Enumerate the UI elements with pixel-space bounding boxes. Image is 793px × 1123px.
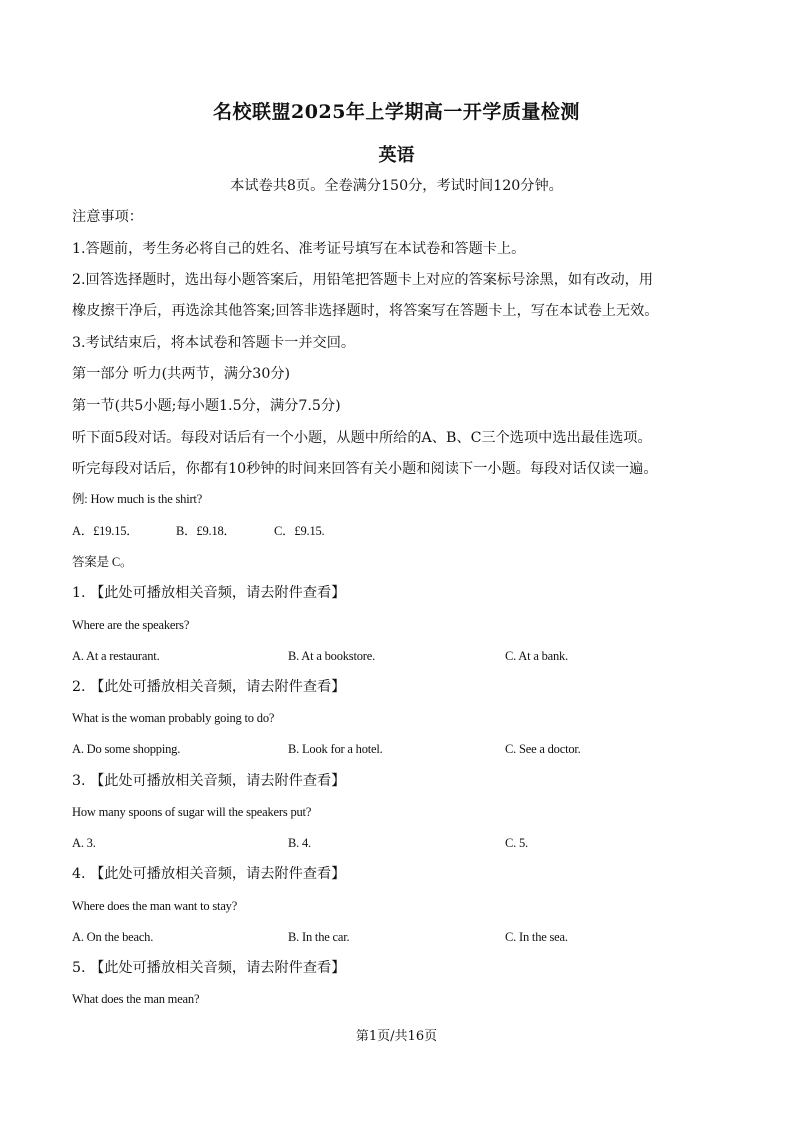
notes-heading: 注意事项： [72, 209, 143, 225]
note-item-1: 1.答题前，考生务必将自己的姓名、准考证号填写在本试卷和答题卡上。 [72, 241, 526, 257]
example-option-a: A．£19.15． [72, 524, 139, 538]
instruction-line-1: 听下面5段对话。每段对话后有一个小题，从题中所给的A、B、C三个选项中选出最佳选项。 [72, 430, 652, 446]
example-answer: 答案是 C。 [72, 555, 133, 569]
instruction-line-2: 听完每段对话后，你都有10秒钟的时间来回答有关小题和阅读下一小题。每段对话仅读一遍。 [72, 461, 658, 477]
question-2-option-c: C. See a doctor. [505, 742, 581, 756]
exam-subject: 英语 [378, 145, 415, 166]
question-5-text: What does the man mean? [72, 992, 200, 1006]
question-3-option-a: A. 3. [72, 836, 96, 850]
example-option-b: B．£9.18． [176, 524, 236, 538]
question-2-text: What is the woman probably going to do? [72, 711, 275, 725]
section1-heading: 第一节(共5小题;每小题1.5分，满分7.5分) [72, 398, 341, 414]
part1-heading: 第一部分 听力(共两节，满分30分) [72, 366, 291, 382]
page-footer: 第1页/共16页 [355, 1029, 438, 1044]
exam-info: 本试卷共8页。全卷满分150分，考试时间120分钟。 [230, 178, 563, 194]
question-4-audio[interactable]: 4. 【此处可播放相关音频，请去附件查看】 [72, 866, 346, 882]
example-option-c: C．£9.15. [274, 524, 325, 538]
question-1-option-c: C. At a bank. [505, 649, 569, 663]
question-2-option-a: A. Do some shopping. [72, 742, 181, 756]
question-3-text: How many spoons of sugar will the speakers put? [72, 805, 312, 819]
question-4-option-b: B. In the car. [288, 930, 350, 944]
question-3-audio[interactable]: 3. 【此处可播放相关音频，请去附件查看】 [72, 773, 346, 789]
question-3-option-b: B. 4. [288, 836, 311, 850]
question-4-text: Where does the man want to stay? [72, 899, 238, 913]
question-2-audio[interactable]: 2. 【此处可播放相关音频，请去附件查看】 [72, 679, 346, 695]
question-3-option-c: C. 5. [505, 836, 528, 850]
example-question: 例: How much is the shirt? [72, 492, 203, 506]
note-item-3: 3.考试结束后，将本试卷和答题卡一并交回。 [72, 335, 356, 351]
question-1-option-b: B. At a bookstore. [288, 649, 376, 663]
question-1-text: Where are the speakers? [72, 618, 190, 632]
note-item-2: 2.回答选择题时，选出每小题答案后，用铅笔把答题卡上对应的答案标号涂黑，如有改动，用 [72, 272, 654, 288]
question-5-audio[interactable]: 5. 【此处可播放相关音频，请去附件查看】 [72, 960, 346, 976]
question-4-option-c: C. In the sea. [505, 930, 568, 944]
question-4-option-a: A. On the beach. [72, 930, 154, 944]
note-item-2-continued: 橡皮擦干净后，再选涂其他答案;回答非选择题时，将答案写在答题卡上，写在本试卷上无效。 [72, 303, 659, 319]
question-1-option-a: A. At a restaurant. [72, 649, 160, 663]
exam-title: 名校联盟2025年上学期高一开学质量检测 [213, 101, 580, 123]
question-1-audio[interactable]: 1. 【此处可播放相关音频，请去附件查看】 [72, 585, 346, 601]
question-2-option-b: B. Look for a hotel. [288, 742, 383, 756]
